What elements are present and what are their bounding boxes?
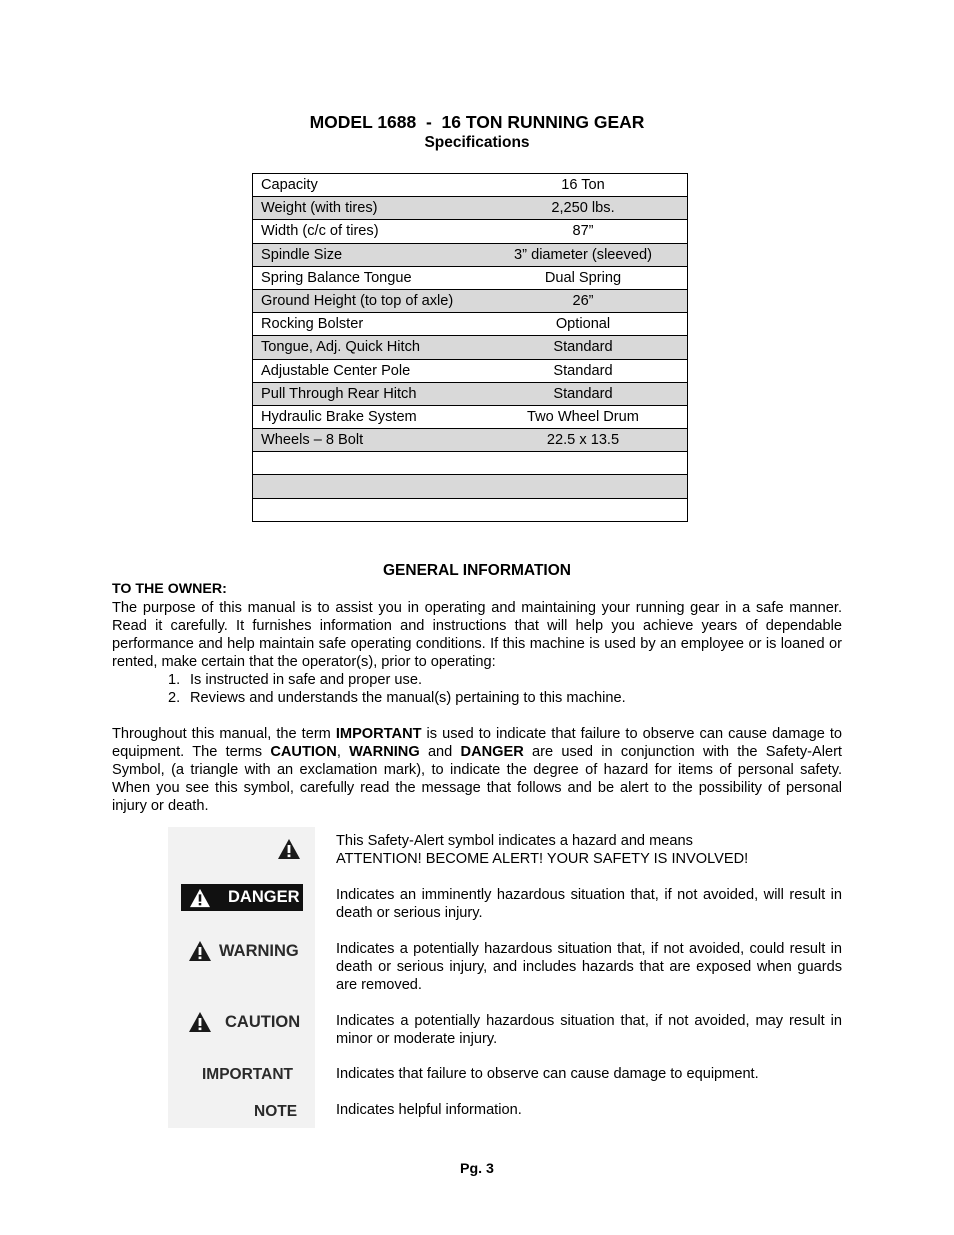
spec-label: Weight (with tires) (253, 197, 480, 220)
spec-label: Tongue, Adj. Quick Hitch (253, 336, 480, 359)
spec-value: 22.5 x 13.5 (479, 429, 688, 452)
spec-label: Hydraulic Brake System (253, 405, 480, 428)
page-title: MODEL 1688 - 16 TON RUNNING GEAR (309, 112, 645, 132)
spec-value: Standard (479, 382, 688, 405)
note-description: Indicates helpful information. (336, 1102, 522, 1118)
important-label: IMPORTANT (202, 1066, 293, 1083)
spec-value: Standard (479, 336, 688, 359)
danger-label: DANGER (228, 888, 300, 906)
spec-label: Capacity (253, 174, 480, 197)
table-row (253, 220, 688, 243)
to-the-owner-label: TO THE OWNER: (112, 581, 227, 597)
caution-alert-icon (188, 1011, 212, 1033)
table-row (253, 336, 688, 359)
table-row (253, 452, 688, 475)
spec-value: 26” (479, 289, 688, 312)
warning-label: WARNING (219, 942, 299, 960)
signal-words-paragraph: Throughout this manual, the term IMPORTANT is used to indicate that failure to observe can cause damage to equipment. The terms CAUTION, WARNING and DANGER are used in conjunction with the Safety-Alert Symbol, (a triangle with an exclamation mark), to indicate the degree of hazard for items of personal safety. When you see this symbol, carefully read the message that follows and be alert to the possibility of personal injury or death. (112, 726, 842, 814)
spec-label: Rocking Bolster (253, 313, 480, 336)
page-subtitle: Specifications (424, 134, 530, 151)
spec-label (253, 498, 480, 521)
owner-paragraph: The purpose of this manual is to assist you in operating and maintaining your running gear in a safe manner. Read it carefully. It furnishes information and instructions that will help you achieve years of dependable performance and help maintain safe operating conditions. If this machine is used by an employee or is loaned or rented, make certain that the operator(s), prior to operating: (112, 600, 842, 670)
spec-value (479, 475, 688, 498)
warning-description: Indicates a potentially hazardous situation that, if not avoided, could result in death or serious injury, and includes hazards that are exposed when guards are removed. (336, 941, 842, 993)
table-row (253, 405, 688, 428)
spec-value: Standard (479, 359, 688, 382)
warning-alert-icon (188, 940, 212, 962)
table-row (253, 359, 688, 382)
safety-alert-icon (277, 838, 301, 860)
danger-description: Indicates an imminently hazardous situation that, if not avoided, will result in death or serious injury. (336, 887, 842, 921)
table-row (253, 313, 688, 336)
spec-label: Adjustable Center Pole (253, 359, 480, 382)
spec-label: Ground Height (to top of axle) (253, 289, 480, 312)
table-row (253, 429, 688, 452)
spec-value: 3” diameter (sleeved) (479, 243, 688, 266)
alert-description: This Safety-Alert symbol indicates a hazard and means ATTENTION! BECOME ALERT! YOUR SAFETY IS INVOLVED! (336, 833, 749, 867)
spec-value: 2,250 lbs. (479, 197, 688, 220)
table-row (253, 266, 688, 289)
spec-value: Dual Spring (479, 266, 688, 289)
spec-value (479, 498, 688, 521)
table-row (253, 174, 688, 197)
specifications-table (252, 173, 688, 522)
spec-value: Optional (479, 313, 688, 336)
spec-label (253, 475, 480, 498)
spec-label: Spindle Size (253, 243, 480, 266)
spec-label: Wheels – 8 Bolt (253, 429, 480, 452)
list-item: 1. Is instructed in safe and proper use. (168, 672, 423, 688)
danger-signal-box (181, 884, 303, 911)
list-item: 2. Reviews and understands the manual(s) pertaining to this machine. (168, 690, 626, 706)
spec-label (253, 452, 480, 475)
table-row (253, 475, 688, 498)
spec-label: Pull Through Rear Hitch (253, 382, 480, 405)
spec-value: 87” (479, 220, 688, 243)
spec-label: Spring Balance Tongue (253, 266, 480, 289)
caution-description: Indicates a potentially hazardous situation that, if not avoided, may result in minor or moderate injury. (336, 1013, 842, 1047)
table-row (253, 382, 688, 405)
table-row (253, 197, 688, 220)
table-row (253, 243, 688, 266)
spec-value (479, 452, 688, 475)
operator-requirements-list (168, 671, 626, 707)
note-label: NOTE (254, 1103, 298, 1120)
caution-label: CAUTION (225, 1013, 301, 1031)
table-row (253, 498, 688, 521)
spec-value: Two Wheel Drum (479, 405, 688, 428)
page-number: Pg. 3 (460, 1161, 494, 1177)
spec-value: 16 Ton (479, 174, 688, 197)
table-row (253, 289, 688, 312)
danger-alert-icon (189, 888, 211, 908)
important-description: Indicates that failure to observe can cause damage to equipment. (336, 1066, 759, 1082)
general-information-heading: GENERAL INFORMATION (382, 562, 571, 579)
spec-label: Width (c/c of tires) (253, 220, 480, 243)
